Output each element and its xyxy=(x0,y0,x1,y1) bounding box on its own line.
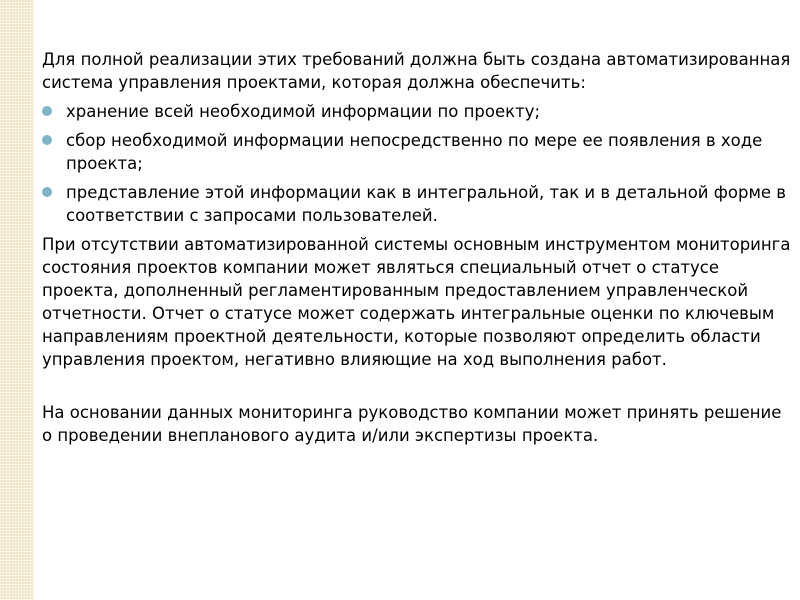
slide-content xyxy=(42,48,792,453)
list-item xyxy=(42,129,792,175)
requirements-list xyxy=(42,100,792,227)
list-item-text: сбор необходимой информации непосредственно по мере ее появления в ходе проекта; xyxy=(66,131,763,173)
side-band-edge xyxy=(32,0,34,600)
paragraph-spacer xyxy=(42,377,792,401)
bullet-dot-icon xyxy=(42,135,52,145)
bullet-dot-icon xyxy=(42,106,52,116)
list-item xyxy=(42,100,792,123)
intro-paragraph: Для полной реализации этих требований должна быть создана автоматизированная система управления проектами, которая должна обеспечить: xyxy=(42,50,791,92)
status-report-paragraph: При отсутствии автоматизированной системы основным инструментом мониторинга состояния проектов компании может являться специальный отчет о статусе проекта, дополненный регламентированным предоставлением управленческой отчетности. Отчет о статусе может содержать интегральные оценки по ключевым направлениям проектной деятельности, которые позволяют определить области управления проектом, негативно влияющие на ход выполнения работ. xyxy=(42,235,791,369)
list-item-text: хранение всей необходимой информации по проекту; xyxy=(66,102,541,121)
audit-decision-paragraph: На основании данных мониторинга руководство компании может принять решение о проведении внепланового аудита и/или экспертизы проекта. xyxy=(42,403,782,445)
decorative-side-band xyxy=(0,0,32,600)
list-item xyxy=(42,181,792,227)
list-item-text: представление этой информации как в интегральной, так и в детальной форме в соответствии с запросами пользователей. xyxy=(66,183,787,225)
bullet-dot-icon xyxy=(42,187,52,197)
